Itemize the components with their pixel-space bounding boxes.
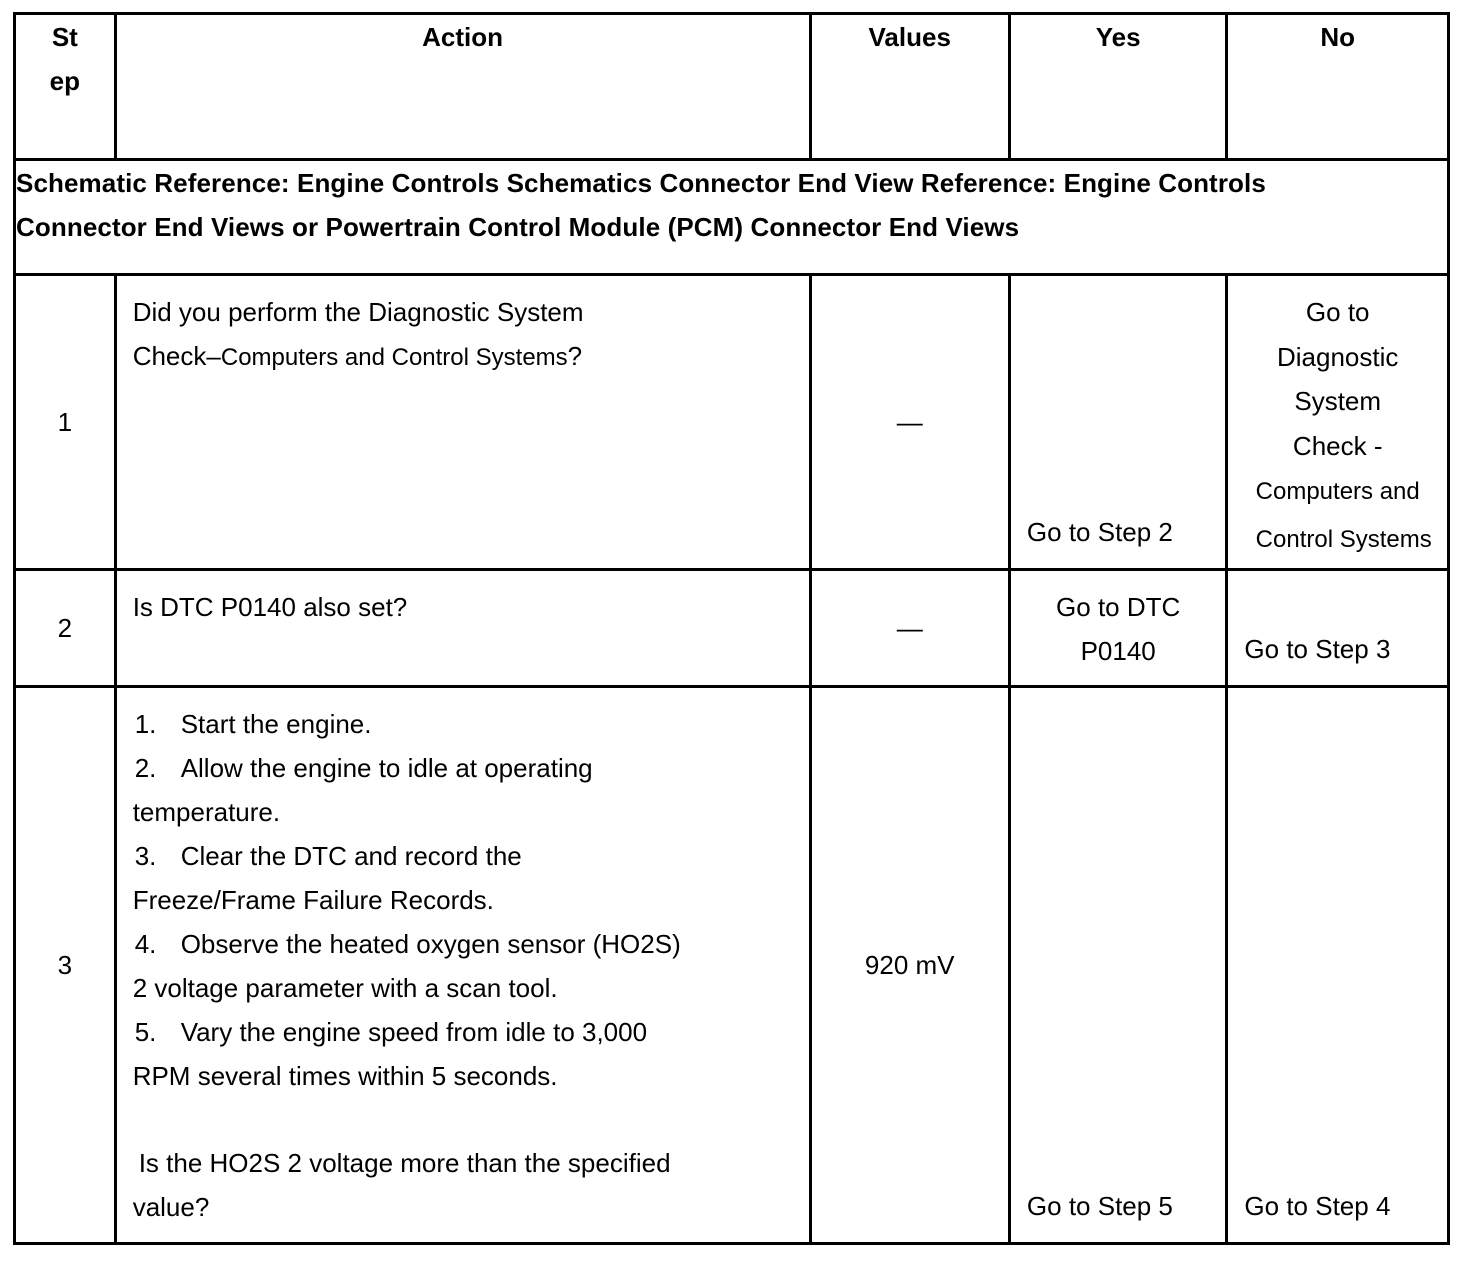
step-number: 1 <box>15 275 116 570</box>
header-values: Values <box>810 14 1009 160</box>
no-line: Diagnostic <box>1277 341 1399 372</box>
action-text: Is DTC P0140 also set? <box>132 592 408 622</box>
header-step-line1: St <box>51 22 78 52</box>
values-cell: — <box>810 275 1009 570</box>
no-line: Check - <box>1292 430 1383 461</box>
action-text-cont: Check–Computers and Control Systems? <box>132 341 583 371</box>
yes-cell <box>1009 570 1227 687</box>
yes-text: Go to Step 2 <box>1026 517 1173 547</box>
no-line: Control Systems <box>1255 526 1432 553</box>
header-yes: Yes <box>1009 14 1227 160</box>
no-text: Go to Step 3 <box>1244 634 1391 664</box>
yes-cell <box>1009 275 1227 570</box>
table-row <box>15 687 1449 1244</box>
action-cell <box>115 687 810 1244</box>
list-item: 3. Clear the DTC and record the Freeze/Frame Failure Records. <box>132 841 522 915</box>
reference-line2: Connector End Views or Powertrain Control Module (PCM) Connector End Views <box>16 212 1020 242</box>
step-number: 2 <box>15 570 116 687</box>
action-text: Did you perform the Diagnostic System <box>132 297 584 327</box>
yes-cell <box>1009 687 1227 1244</box>
yes-line: Go to DTC <box>1056 592 1181 622</box>
table-row <box>15 275 1449 570</box>
no-line: Go to <box>1305 297 1370 327</box>
no-cell <box>1227 570 1449 687</box>
step-number: 3 <box>15 687 116 1244</box>
action-question: Is the HO2S 2 voltage more than the specified value? <box>132 1148 671 1222</box>
header-action: Action <box>115 14 810 160</box>
values-cell: — <box>810 570 1009 687</box>
reference-row <box>15 160 1449 275</box>
list-item: 2. Allow the engine to idle at operating temperature. <box>132 753 593 827</box>
header-step <box>15 14 116 160</box>
no-line: System <box>1294 386 1382 416</box>
schematic-reference <box>15 160 1449 275</box>
yes-line: P0140 <box>1080 636 1156 666</box>
header-step-line2: ep <box>49 66 81 96</box>
action-cell <box>115 275 810 570</box>
yes-text: Go to Step 5 <box>1026 1191 1173 1221</box>
no-cell <box>1227 275 1449 570</box>
action-cell <box>115 570 810 687</box>
list-item: 5. Vary the engine speed from idle to 3,000 RPM several times within 5 seconds. <box>132 1017 648 1091</box>
diagnostic-table <box>13 12 1450 1245</box>
no-text: Go to Step 4 <box>1244 1191 1391 1221</box>
reference-line1: Schematic Reference: Engine Controls Schematics Connector End View Reference: Engine Controls <box>16 168 1266 198</box>
action-steps <box>133 702 793 1098</box>
no-line: Computers and <box>1255 478 1420 505</box>
list-item: 4. Observe the heated oxygen sensor (HO2S) 2 voltage parameter with a scan tool. <box>132 929 681 1003</box>
list-item: 1. Start the engine. <box>134 709 372 739</box>
no-cell <box>1227 687 1449 1244</box>
header-no: No <box>1227 14 1449 160</box>
values-cell: 920 mV <box>810 687 1009 1244</box>
table-row <box>15 570 1449 687</box>
header-row <box>15 14 1449 160</box>
